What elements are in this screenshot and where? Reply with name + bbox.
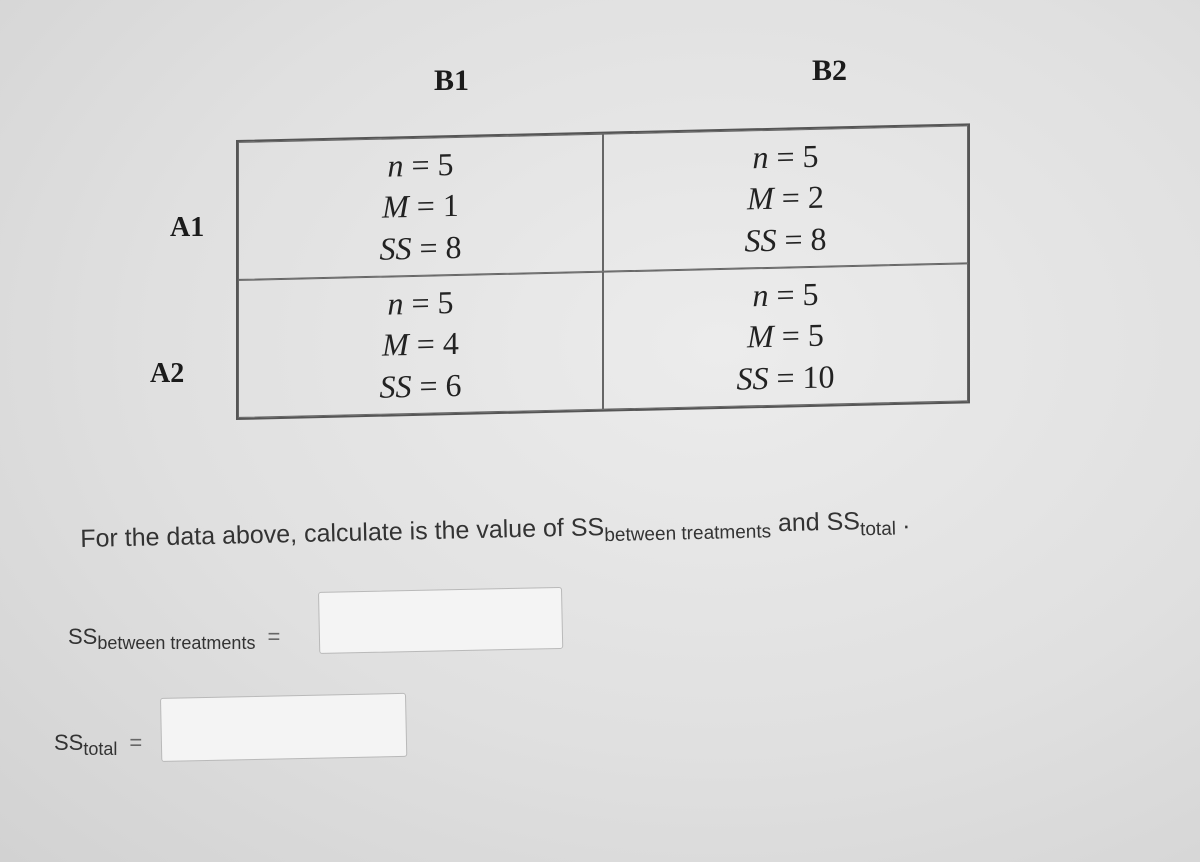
ss-between-label-main: SS bbox=[68, 624, 98, 649]
cell-n: n = 5 bbox=[752, 137, 819, 175]
cell-mean: M = 4 bbox=[382, 325, 459, 363]
ss-total-label-main: SS bbox=[54, 730, 84, 755]
question-subscript-between: between treatments bbox=[604, 521, 772, 547]
cell-a1-b1 bbox=[238, 134, 603, 280]
question-text bbox=[80, 506, 910, 554]
ss-between-label bbox=[68, 624, 281, 653]
cell-ss: SS = 8 bbox=[379, 228, 462, 267]
cell-mean: M = 1 bbox=[382, 187, 459, 225]
cell-n: n = 5 bbox=[752, 275, 819, 313]
column-header-b1: B1 bbox=[434, 64, 470, 97]
question-middle: and SS bbox=[770, 507, 861, 538]
row-header-a2: A2 bbox=[150, 358, 185, 389]
cell-ss: SS = 8 bbox=[744, 220, 827, 259]
cell-ss: SS = 6 bbox=[379, 366, 462, 405]
cell-mean: M = 2 bbox=[747, 178, 824, 217]
equals-sign: = bbox=[129, 730, 143, 755]
ss-total-label bbox=[54, 730, 143, 759]
data-table bbox=[236, 123, 970, 420]
cell-a2-b2 bbox=[603, 263, 968, 409]
cell-a2-b1 bbox=[238, 272, 603, 418]
ss-between-input[interactable] bbox=[318, 587, 563, 654]
question-subscript-total: total bbox=[859, 518, 897, 541]
question-prefix: For the data above, calculate is the value of SS bbox=[80, 513, 605, 553]
ss-total-label-sub: total bbox=[83, 739, 118, 759]
column-header-b2: B2 bbox=[812, 54, 848, 87]
ss-total-input[interactable] bbox=[160, 693, 407, 762]
equals-sign: = bbox=[267, 624, 281, 649]
cell-n: n = 5 bbox=[387, 283, 454, 322]
row-header-a1: A1 bbox=[170, 212, 205, 243]
question-suffix: . bbox=[895, 506, 911, 535]
cell-ss: SS = 10 bbox=[736, 358, 835, 397]
cell-n: n = 5 bbox=[387, 145, 454, 184]
cell-mean: M = 5 bbox=[747, 316, 824, 355]
cell-a1-b2 bbox=[603, 125, 968, 271]
ss-between-label-sub: between treatments bbox=[97, 633, 256, 653]
